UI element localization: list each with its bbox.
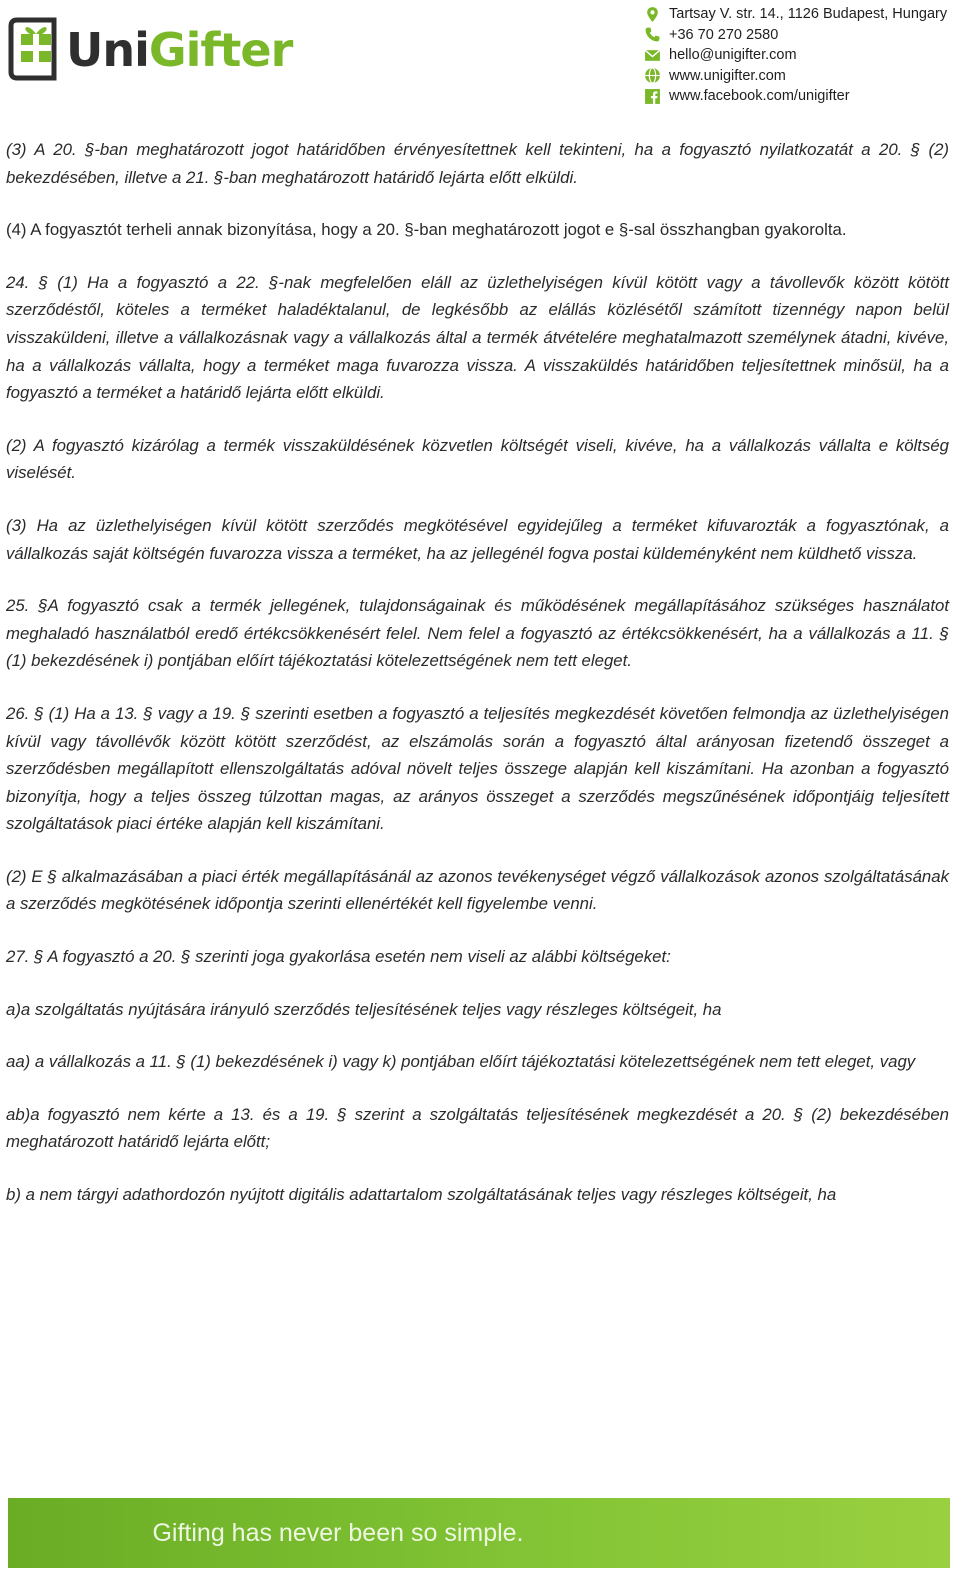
- contact-address-text: Tartsay V. str. 14., 1126 Budapest, Hungary: [669, 6, 948, 23]
- paragraph: (3) A 20. §-ban meghatározott jogot határidőben érvényesítettnek kell tekinteni, ha a fogyasztó nyilatkozatát a 20. § (2) bekezdésében, illetve a 21. §-ban meghatározott határidő lejárta előtt elküldi.: [6, 140, 949, 187]
- paragraph: (4) A fogyasztót terheli annak bizonyítása, hogy a 20. §-ban meghatározott jogot e §-sal összhangban gyakorolta.: [6, 220, 847, 240]
- paragraph: 26. § (1) Ha a 13. § vagy a 19. § szerinti esetben a fogyasztó a teljesítés megkezdését követően felmondja az üzlethelyiségen kívül vagy távollévők között kötött szerződést, az elszámolás során a fogyasztó által arányosan fizetendő összeget a szerződésben megállapított ellenszolgáltatás adóval növelt teljes összege alapján kell kiszámítani. Ha azonban a fogyasztó bizonyítja, hogy a teljes összeg túlzottan magas, az arányos összeget a szerződés megszűnésének időpontjáig teljesített szolgáltatások piaci értéke alapján kell kiszámítani.: [6, 703, 949, 834]
- globe-icon: [644, 67, 661, 84]
- contact-phone-text[interactable]: +36 70 270 2580: [669, 26, 779, 43]
- footer-slogan: Gifting has never been so simple.: [152, 1519, 524, 1547]
- contact-phone: [644, 25, 960, 46]
- logo-text-gifter: Gifter: [148, 23, 293, 77]
- contact-website: [644, 66, 960, 87]
- footer-banner: [8, 1498, 950, 1568]
- email-icon: [644, 47, 661, 64]
- paragraph: 24. § (1) Ha a fogyasztó a 22. §-nak megfelelően eláll az üzlethelyiségen kívül kötött vagy a távollevők között kötött szerződéstől, köteles a terméket haladéktalanul, de legkésőbb az elállás közlésétől számított tizennégy napon belül visszaküldeni, illetve a vállalkozásnak vagy a vállalkozás által a termék átvételére meghatalmazott személynek átadni, kivéve, ha a vállalkozás vállalta, hogy a terméket maga fuvarozza vissza. A visszaküldés határidőben teljesítettnek minősül, ha a fogyasztó a terméket a határidő lejárta előtt elküldi.: [6, 272, 949, 403]
- paragraph: ab)a fogyasztó nem kérte a 13. és a 19. § szerint a szolgáltatás teljesítésének megkezdését a 20. § (2) bekezdésében meghatározott határidő lejárta előtt;: [6, 1104, 949, 1152]
- logo-text-uni: Uni: [66, 23, 149, 77]
- paragraph: (3) Ha az üzlethelyiségen kívül kötött szerződés megkötésével egyidejűleg a terméket kifuvarozták a fogyasztónak, a vállalkozás saját költségén fuvarozza vissza a terméket, ha az jellegénél fogva postai küldeményként nem küldhető vissza.: [6, 515, 949, 563]
- page-header: [0, 0, 960, 118]
- paragraph: (2) A fogyasztó kizárólag a termék visszaküldésének közvetlen költségét viseli, kivéve, ha a vállalkozás vállalta e költség viselését.: [6, 435, 949, 483]
- gift-box-icon: [8, 16, 60, 82]
- paragraph: 27. § A fogyasztó a 20. § szerinti joga gyakorlása esetén nem viseli az alábbi költségeket:: [6, 947, 671, 967]
- location-pin-icon: [644, 6, 661, 23]
- paragraph: 25. §A fogyasztó csak a termék jellegének, tulajdonságainak és működésének megállapításához szükséges használatot meghaladó használatból eredő értékcsökkenésért felel. Nem felel a fogyasztó az értékcsökkenésért, ha a vállalkozás a 11. § (1) bekezdésének i) pontjában előírt tájékoztatási kötelezettségének nem tett eleget.: [6, 596, 949, 671]
- contact-email: [644, 45, 960, 66]
- paragraph: (2) E § alkalmazásában a piaci érték megállapításánál az azonos tevékenységet végző vállalkozások azonos szolgáltatásának a szerződés megkötésének időpontja szerinti ellenértékét kell figyelembe venni.: [6, 866, 949, 914]
- document-body: [6, 136, 949, 1234]
- contact-block: [644, 4, 960, 107]
- contact-facebook: [644, 86, 960, 107]
- contact-email-text[interactable]: hello@unigifter.com: [669, 47, 797, 64]
- contact-address: [644, 4, 960, 25]
- contact-facebook-text[interactable]: www.facebook.com/unigifter: [669, 88, 850, 105]
- paragraph: a)a szolgáltatás nyújtására irányuló szerződés teljesítésének teljes vagy részleges költségeit, ha: [6, 999, 722, 1019]
- contact-website-text[interactable]: www.unigifter.com: [669, 67, 786, 84]
- paragraph: aa) a vállalkozás a 11. § (1) bekezdésének i) vagy k) pontjában előírt tájékoztatási kötelezettségének nem tett eleget, vagy: [6, 1052, 916, 1072]
- unigifter-logo: [8, 16, 298, 84]
- logo-wordmark: [66, 20, 292, 80]
- facebook-icon: [644, 88, 661, 105]
- paragraph: b) a nem tárgyi adathordozón nyújtott digitális adattartalom szolgáltatásának teljes vagy részleges költségeit, ha: [6, 1185, 837, 1205]
- phone-icon: [644, 26, 661, 43]
